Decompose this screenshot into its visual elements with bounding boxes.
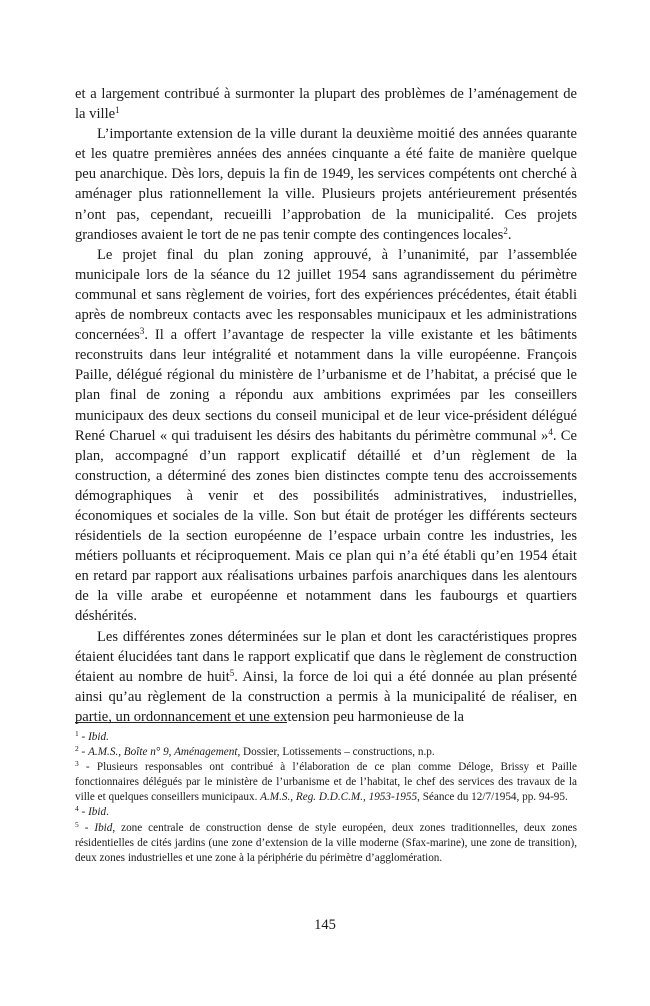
footnote-text: Plusieurs responsables ont contribué à l’élaboration de ce plan comme Déloge, Brissy et Paille fonctionnaires délégués par le ministère de l’urbanisme et de l’habitat, le chef des services des travaux de la ville et quelques conseillers municipaux.: [75, 761, 577, 804]
footnote-dash: -: [78, 761, 97, 774]
paragraph-1: [75, 84, 577, 124]
footnote-dash: -: [78, 806, 89, 819]
paragraph-3-part-1: Le projet final du plan zoning approuvé, à l’unanimité, par l’assemblée municipale lors de la séance du 12 juillet 1954 sans agrandissement du périmètre communal et sans règlement de voiries, fort des expériences précédentes, était établi après de nombreux contacts avec les responsables municipaux et les administrations concernées: [75, 246, 577, 344]
paragraph-4: [75, 627, 577, 727]
footnote-ref-4[interactable]: 4: [548, 426, 553, 437]
footnote-ref-2[interactable]: 2: [503, 225, 508, 236]
paragraph-4-part-1: Les différentes zones déterminées sur le plan et dont les caractéristiques propres étaient élucidées tant dans le rapport explicatif que dans le règlement de construction étaient au nombre de huit: [75, 628, 577, 685]
footnote-number: 5: [75, 819, 79, 829]
footnote-ref-1[interactable]: 1: [115, 105, 120, 116]
footnote-text-end: , Séance du 12/7/1954, pp. 94-95.: [417, 791, 568, 804]
paragraph-3-part-3: . Ce plan, accompagné d’un rapport explicatif détaillé et d’un règlement de la construction, a déterminé des zones bien distinctes compte tenu des accroissements démographiques à venir et des possibilités administratives, industrielles, économiques et sociales de la ville. Son but était de protéger les différents secteurs résidentiels de la section européenne de l’espace urbain contre les industries, les métiers polluants et réciproquement. Mais ce plan qui n’a été établi qu’en 1954 était en retard par rapport aux réalisations urbaines parfois anarchiques dans les alentours de la ville arabe et européenne et notamment dans les faubourgs et quartiers déshérités.: [75, 427, 577, 625]
footnote-text: , Dossier, Lotissements – constructions, n.p.: [237, 746, 435, 759]
footnote-number: 3: [75, 759, 79, 769]
paragraph-2-text: L’importante extension de la ville durant la deuxième moitié des années quarante et les quatre premières années des années cinquante a été faite de manière quelque peu anarchique. Dès lors, depuis la fin de 1949, les services compétents ont cherché à aménager plus rationnellement la ville. Plusieurs projets antérieurement présentés n’ont pas, cependant, recueilli l’approbation de la municipalité. Ces projets grandioses avaient le tort de ne pas tenir compte des contingences locales: [75, 126, 577, 243]
footnote-ref-3[interactable]: 3: [139, 326, 145, 337]
footnote-text: , zone centrale de construction dense de style européen, deux zones traditionnelles, deux zones résidentielles de cités jardins (une zone d’extension de la ville moderne (Sfax-marine), une zone de transition), deux zones industrielles et une zone à la périphérie du périmètre d’agglomération.: [75, 821, 577, 864]
footnote-5: [75, 821, 577, 866]
paragraph-2: [75, 124, 577, 245]
paragraph-4-part-2: . Ainsi, la force de loi qui a été donnée au plan présenté ainsi qu’au règlement de la construction a permis à la municipalité de réaliser, en partie, un ordonnancement et une extension peu harmonieuse de la: [75, 668, 577, 725]
footnote-3: [75, 760, 577, 805]
footnote-source: Ibid.: [88, 731, 109, 743]
main-text: [75, 84, 577, 727]
paragraph-3: [75, 245, 577, 627]
page-number: 145: [314, 917, 336, 933]
footnote-dash: -: [78, 821, 95, 834]
footnote-source: A.M.S., Boîte n° 9, Aménagement: [88, 746, 238, 759]
footnote-text: .: [106, 806, 109, 819]
footnote-source: Ibid: [88, 806, 107, 819]
paragraph-1-text: et a largement contribué à surmonter la plupart des problèmes de l’aménagement de la ville: [75, 86, 577, 123]
footnote-dash: -: [78, 746, 89, 759]
footnote-source: A.M.S., Reg. D.D.C.M., 1953-1955: [260, 791, 418, 804]
footnote-separator: [75, 722, 287, 723]
footnote-2: [75, 745, 577, 760]
footnote-4: [75, 805, 577, 820]
footnote-number: 1: [75, 729, 79, 738]
footnote-ref-5[interactable]: 5: [229, 667, 235, 678]
footnote-1: [75, 730, 577, 745]
footnote-number: 2: [75, 744, 79, 754]
footnotes: [75, 730, 577, 866]
footnote-dash: -: [78, 731, 89, 743]
footnote-source: Ibid: [94, 821, 113, 834]
paragraph-3-part-2: . Il a offert l’avantage de respecter la ville existante et les bâtiments reconstruits dans leur intégralité et notamment dans la ville européenne. François Paille, délégué régional du ministère de l’urbanisme et de l’habitat, a précisé que le plan final de zoning a répondu aux ambitions exprimées par les conseillers municipaux des deux sections du conseil municipal et de leur vice-président délégué René Charuel « qui traduisent les désirs des habitants du périmètre communal »: [75, 327, 577, 444]
paragraph-2-tail: .: [507, 226, 512, 243]
footnote-number: 4: [75, 804, 79, 814]
